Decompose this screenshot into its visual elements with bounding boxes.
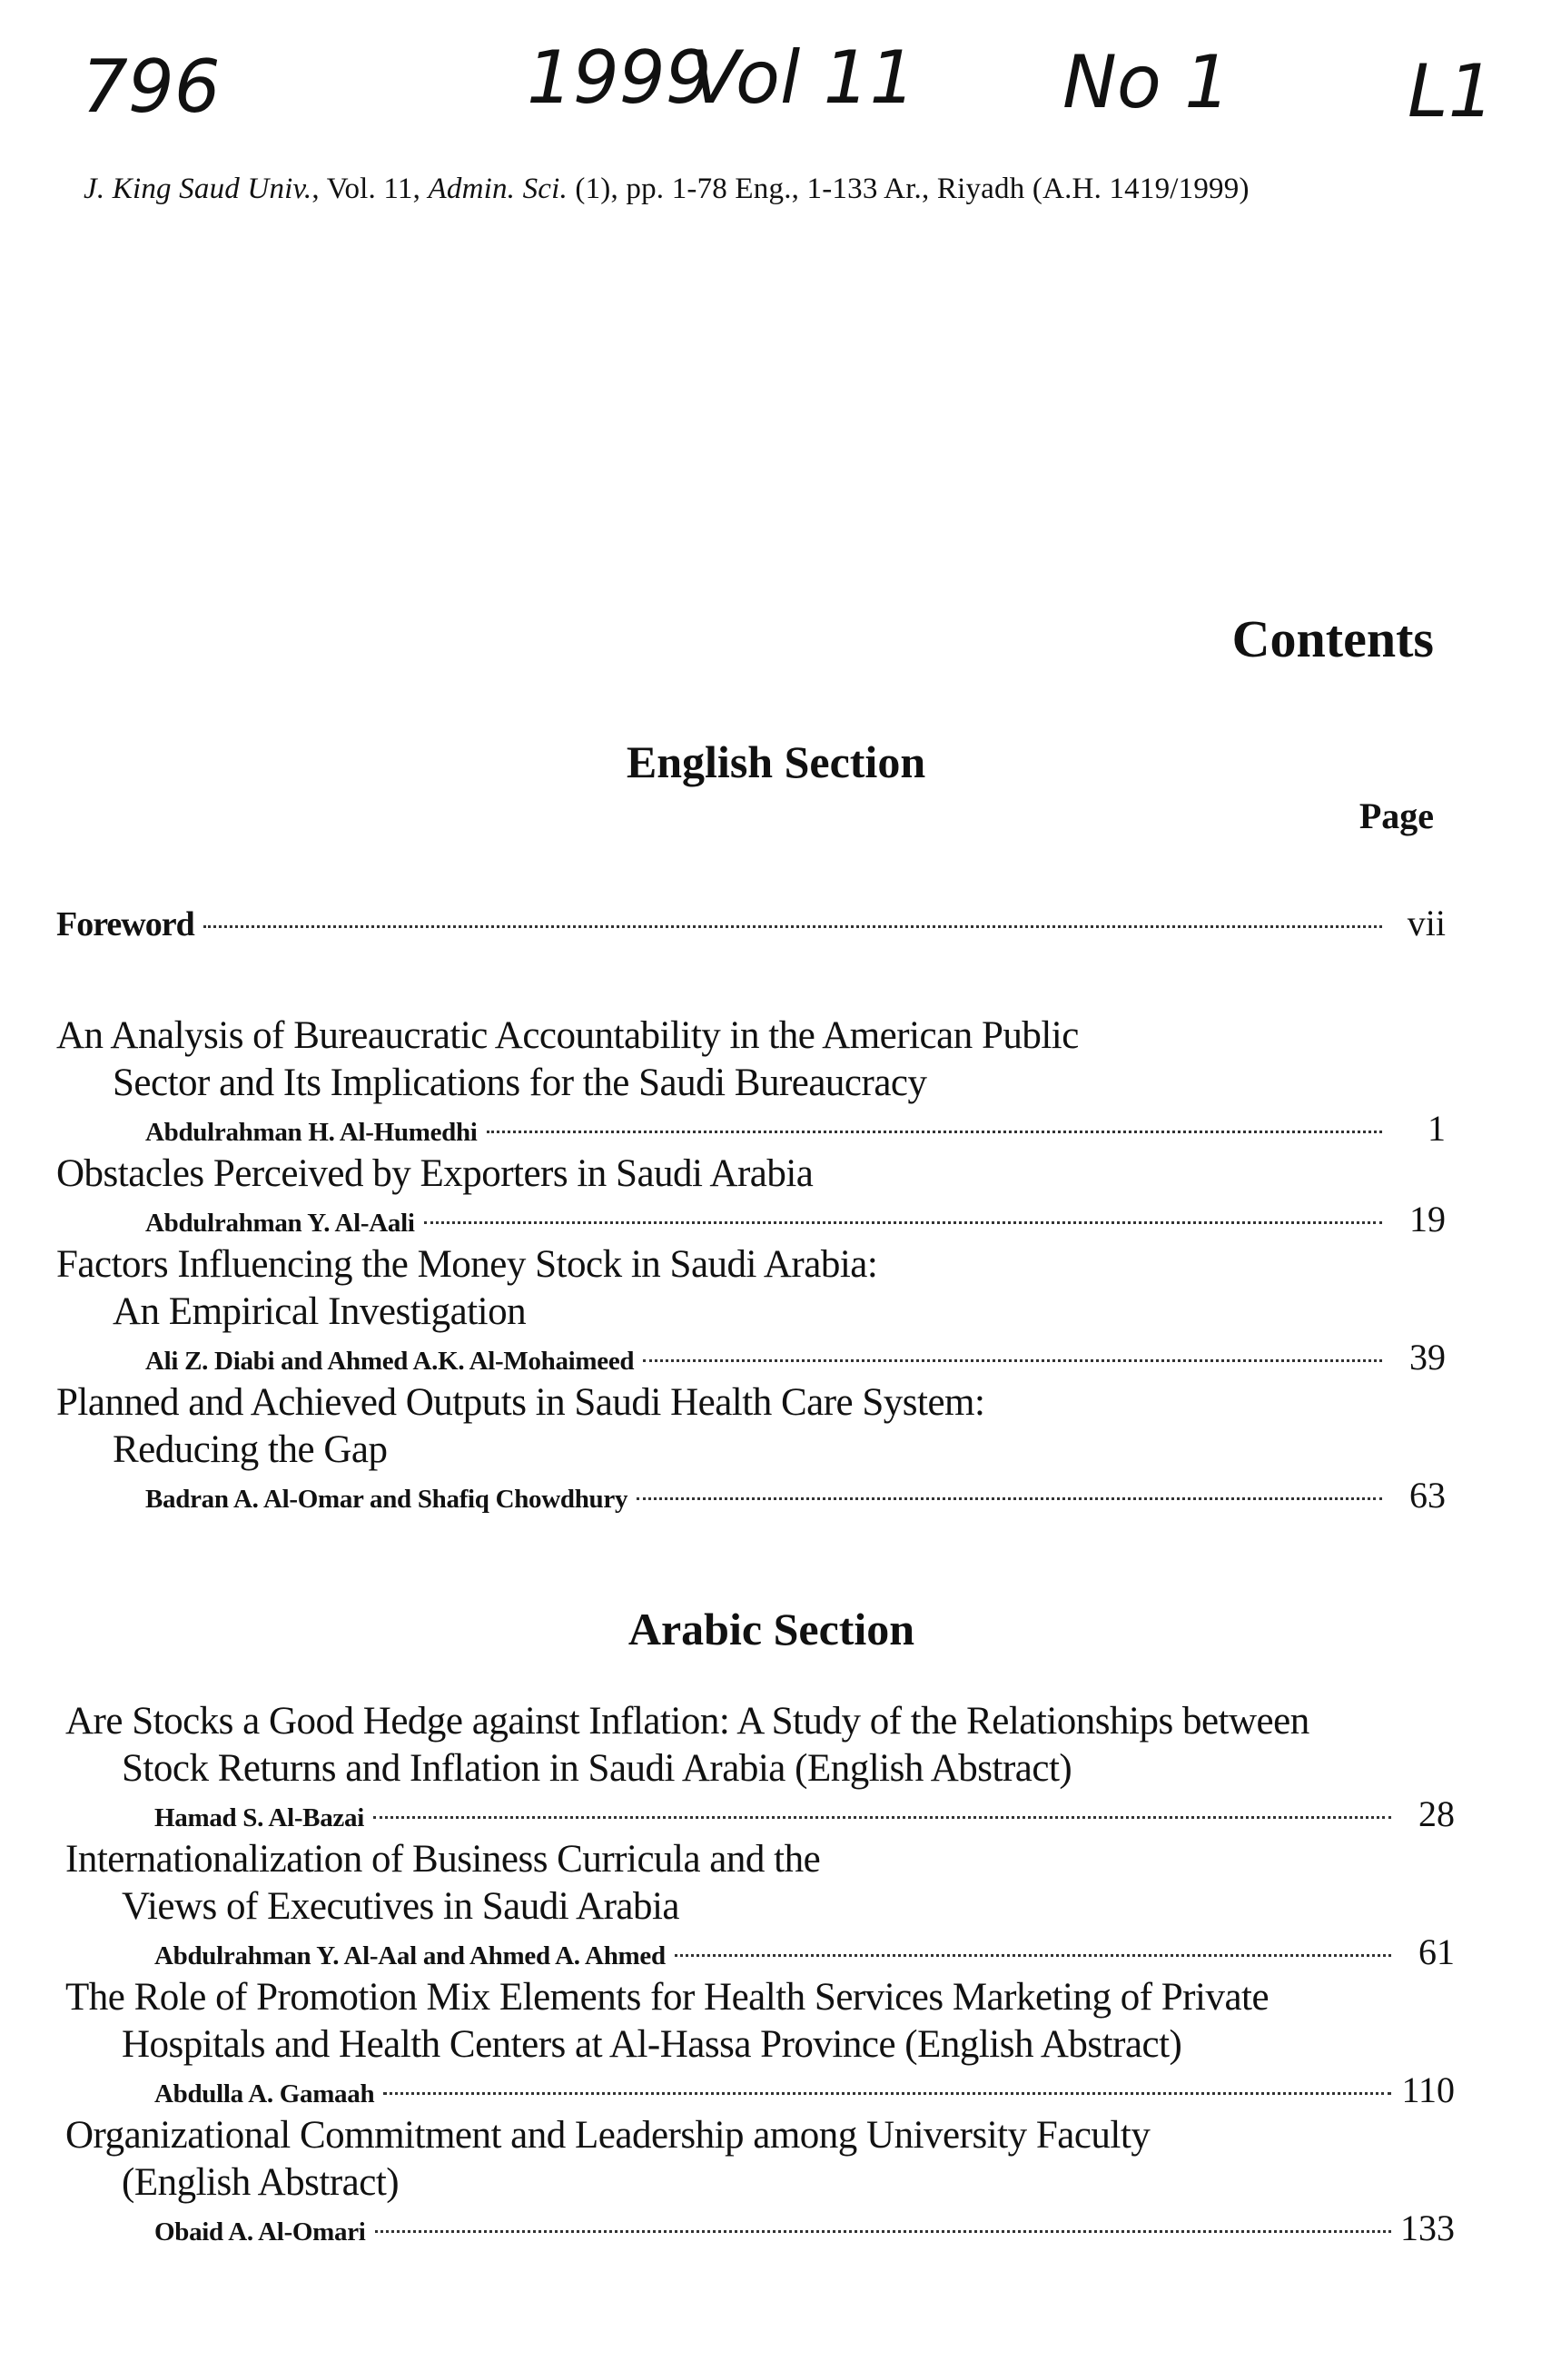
entry-title-line: An Analysis of Bureaucratic Accountability in the American Public bbox=[56, 1014, 1079, 1057]
journal-citation: J. King Saud Univ., Vol. 11, Admin. Sci. (1), pp. 1-78 Eng., 1-133 Ar., Riyadh (A.H. 1419/1999) bbox=[84, 173, 1250, 205]
toc-entry[interactable] bbox=[56, 1150, 1446, 1241]
handwritten-number: No 1 bbox=[1062, 44, 1231, 124]
toc-entry[interactable] bbox=[56, 1379, 1446, 1517]
entry-page: 110 bbox=[1401, 2069, 1455, 2110]
entry-author: Abdulrahman Y. Al-Aali bbox=[145, 1209, 415, 1238]
entry-author-row bbox=[65, 2069, 1455, 2112]
leader-dots bbox=[373, 1816, 1391, 1819]
entry-author: Abdulrahman Y. Al-Aal and Ahmed A. Ahmed bbox=[154, 1941, 666, 1970]
entry-title-line: An Empirical Investigation bbox=[113, 1290, 527, 1333]
handwritten-volume: Vol 11 bbox=[690, 44, 916, 120]
entry-page: 39 bbox=[1409, 1337, 1446, 1378]
entry-author-row bbox=[65, 1792, 1455, 1836]
journal-name: J. King Saud Univ. bbox=[84, 173, 312, 205]
entry-page: 28 bbox=[1418, 1793, 1455, 1834]
entry-author: Badran A. Al-Omar and Shafiq Chowdhury bbox=[145, 1485, 628, 1514]
entry-title-line: Planned and Achieved Outputs in Saudi Health Care System: bbox=[56, 1381, 985, 1424]
entry-author-row bbox=[56, 1198, 1446, 1241]
entry-title-line: Reducing the Gap bbox=[113, 1428, 388, 1471]
toc-entry[interactable] bbox=[65, 1698, 1455, 1836]
entry-author: Abdulrahman H. Al-Humedhi bbox=[145, 1118, 478, 1147]
leader-dots bbox=[383, 2092, 1391, 2095]
entry-author: Obaid A. Al-Omari bbox=[154, 2217, 366, 2247]
toc-entry[interactable] bbox=[65, 1836, 1455, 1974]
journal-pages: pp. 1-78 Eng., 1-133 Ar., Riyadh (A.H. 1419/1999) bbox=[626, 173, 1250, 205]
leader-dots bbox=[637, 1497, 1382, 1500]
journal-issue: (1), bbox=[575, 173, 618, 205]
entry-author-row bbox=[56, 1107, 1446, 1150]
leader-dots bbox=[487, 1131, 1382, 1133]
entry-title-line: Obstacles Perceived by Exporters in Saudi Arabia bbox=[56, 1152, 814, 1195]
entry-title-line: (English Abstract) bbox=[122, 2161, 400, 2204]
entry-title-line: Hospitals and Health Centers at Al-Hassa Province (English Abstract) bbox=[122, 2023, 1182, 2066]
entry-author-row bbox=[56, 1474, 1446, 1517]
handwritten-year: 1999 bbox=[527, 44, 712, 120]
entry-page: 1 bbox=[1428, 1108, 1446, 1149]
handwritten-annotation bbox=[82, 44, 1535, 162]
entry-title-line: Views of Executives in Saudi Arabia bbox=[122, 1885, 680, 1928]
foreword-entry[interactable] bbox=[56, 902, 1446, 956]
entry-page: 63 bbox=[1409, 1475, 1446, 1516]
english-section-title: English Section bbox=[626, 736, 926, 787]
entry-title-line: The Role of Promotion Mix Elements for Health Services Marketing of Private bbox=[65, 1976, 1270, 2019]
entry-page: 133 bbox=[1400, 2207, 1455, 2248]
journal-section: Admin. Sci. bbox=[428, 173, 568, 205]
handwritten-code: 796 bbox=[82, 44, 221, 129]
journal-volume: Vol. 11, bbox=[326, 173, 421, 205]
toc-entry[interactable] bbox=[56, 1012, 1446, 1150]
contents-title: Contents bbox=[1231, 609, 1434, 668]
arabic-section-title: Arabic Section bbox=[627, 1604, 915, 1654]
entry-author-row bbox=[65, 1931, 1455, 1974]
leader-dots bbox=[643, 1359, 1382, 1362]
toc-entry[interactable] bbox=[65, 2112, 1455, 2250]
entry-title-line: Organizational Commitment and Leadership among University Faculty bbox=[65, 2114, 1151, 2157]
leader-dots bbox=[203, 925, 1382, 928]
foreword-label: Foreword bbox=[56, 905, 194, 943]
entry-page: 61 bbox=[1418, 1931, 1455, 1972]
english-toc bbox=[56, 902, 1446, 1517]
arabic-toc bbox=[65, 1698, 1455, 2250]
entry-author: Ali Z. Diabi and Ahmed A.K. Al-Mohaimeed bbox=[145, 1347, 635, 1376]
entry-author-row bbox=[65, 2207, 1455, 2250]
entry-title-line: Are Stocks a Good Hedge against Inflation: A Study of the Relationships between bbox=[65, 1700, 1309, 1743]
toc-entry[interactable] bbox=[65, 1974, 1455, 2112]
page-column-label: Page bbox=[1358, 795, 1434, 836]
entry-title-line: Stock Returns and Inflation in Saudi Arabia (English Abstract) bbox=[122, 1747, 1072, 1790]
handwritten-mark: L1 bbox=[1408, 49, 1495, 133]
entry-title-line: Sector and Its Implications for the Saudi Bureaucracy bbox=[113, 1062, 927, 1104]
toc-entry[interactable] bbox=[56, 1241, 1446, 1379]
entry-page: 19 bbox=[1409, 1199, 1446, 1239]
entry-author: Hamad S. Al-Bazai bbox=[154, 1803, 364, 1832]
leader-dots bbox=[424, 1221, 1382, 1224]
leader-dots bbox=[675, 1954, 1391, 1957]
leader-dots bbox=[375, 2230, 1391, 2233]
entry-title-line: Factors Influencing the Money Stock in Saudi Arabia: bbox=[56, 1243, 878, 1286]
foreword-page: vii bbox=[1407, 903, 1446, 943]
entry-title-line: Internationalization of Business Curricula and the bbox=[65, 1838, 821, 1881]
entry-author-row bbox=[56, 1336, 1446, 1379]
entry-author: Abdulla A. Gamaah bbox=[154, 2079, 375, 2108]
